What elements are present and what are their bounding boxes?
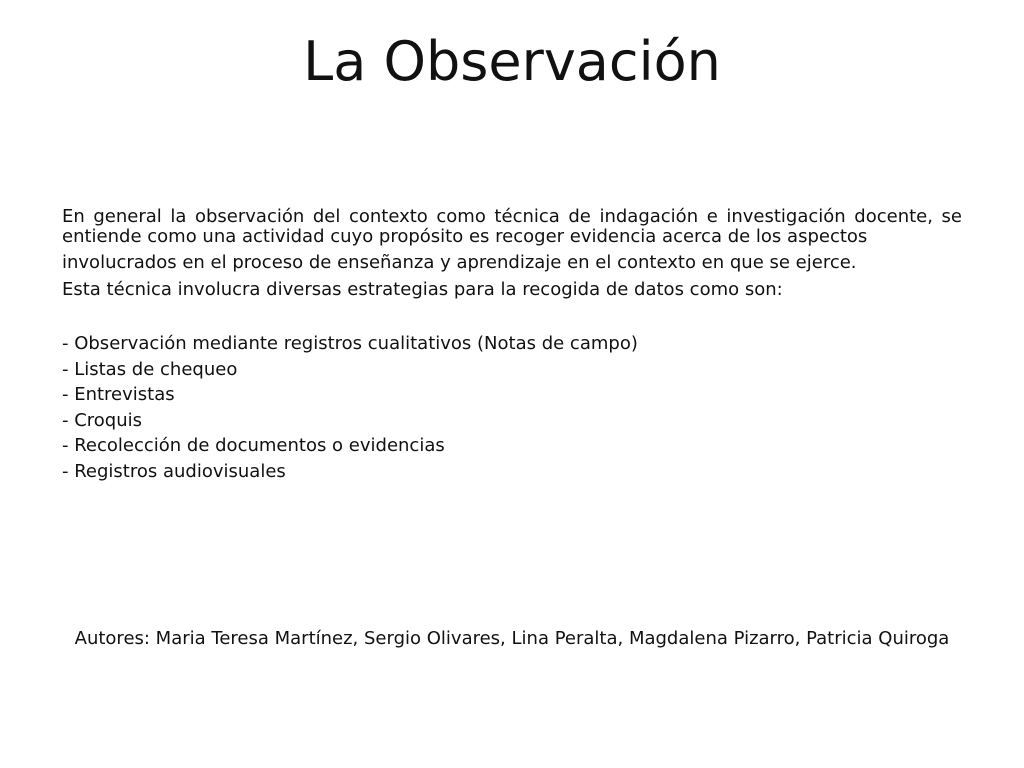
- list-item: - Entrevistas: [62, 384, 175, 405]
- body-paragraph-2: involucrados en el proceso de enseñanza y aprendizaje en el contexto en que se ejerce.: [62, 252, 857, 273]
- list-item: - Recolección de documentos o evidencias: [62, 435, 445, 456]
- strategies-list: [62, 331, 962, 484]
- slide-body: [62, 207, 962, 484]
- list-item: - Listas de chequeo: [62, 358, 238, 380]
- authors-credit: Autores: Maria Teresa Martínez, Sergio Olivares, Lina Peralta, Magdalena Pizarro, Patricia Quiroga: [74, 628, 950, 649]
- strategies-intro: Esta técnica involucra diversas estrategias para la recogida de datos como son:: [62, 279, 783, 300]
- list-item: - Croquis: [62, 409, 143, 431]
- list-item: - Registros audiovisuales: [62, 460, 286, 482]
- body-paragraph-1: En general la observación del contexto como técnica de indagación e investigación docente, se entiende como una actividad cuyo propósito es recoger evidencia acerca de los aspectos: [62, 206, 962, 247]
- slide-title: La Observación: [303, 30, 721, 93]
- list-item: - Observación mediante registros cualitativos (Notas de campo): [62, 333, 638, 354]
